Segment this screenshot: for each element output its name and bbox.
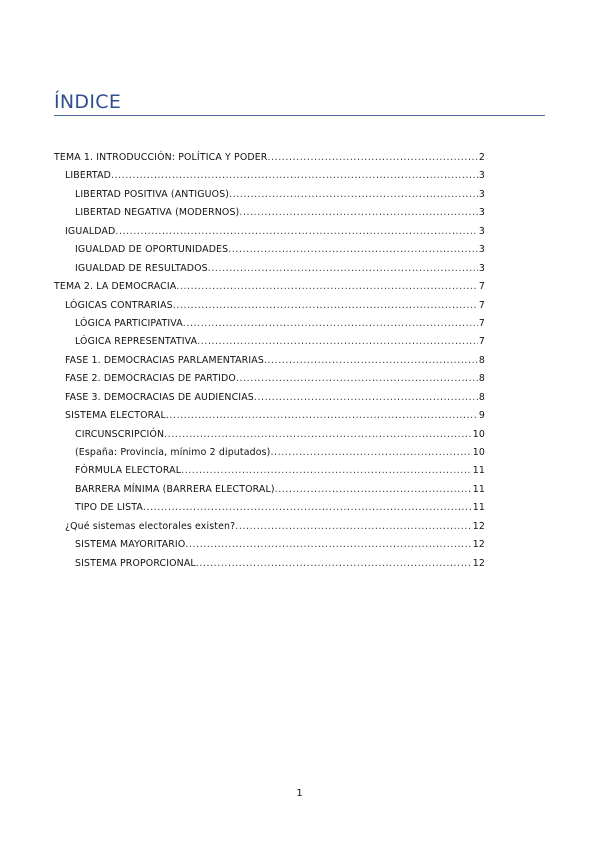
toc-leader-dots xyxy=(176,281,478,292)
toc-entry-title[interactable]: TIPO DE LISTA xyxy=(75,502,143,514)
toc-entry[interactable] xyxy=(54,263,485,281)
toc-entry-title[interactable]: IGUALDAD DE RESULTADOS xyxy=(75,262,208,274)
toc-entry[interactable] xyxy=(54,152,485,170)
toc-entry-page[interactable]: 2 xyxy=(478,152,485,163)
toc-entry[interactable] xyxy=(54,465,485,483)
toc-entry-page[interactable]: 3 xyxy=(478,225,485,237)
toc-leader-dots xyxy=(229,189,478,200)
toc-entry-title[interactable]: FASE 1. DEMOCRACIAS PARLAMENTARIAS xyxy=(65,354,264,366)
toc-entry[interactable] xyxy=(54,244,485,262)
toc-entry-title[interactable]: LIBERTAD POSITIVA (ANTIGUOS) xyxy=(75,188,230,200)
toc-leader-dots xyxy=(143,502,472,513)
toc-entry-title[interactable]: TEMA 2. LA DEMOCRACIA xyxy=(54,281,177,293)
toc-leader-dots xyxy=(197,336,478,347)
toc-entry-page[interactable]: 7 xyxy=(478,299,485,311)
toc-leader-dots xyxy=(166,410,478,421)
toc-entry-page[interactable]: 3 xyxy=(478,170,485,182)
toc-entry-title[interactable]: IGUALDAD xyxy=(65,225,116,237)
toc-leader-dots xyxy=(228,244,478,255)
toc-leader-dots xyxy=(267,152,477,163)
toc-entry-title[interactable]: FASE 3. DEMOCRACIAS DE AUDIENCIAS xyxy=(65,391,254,403)
toc-entry-page[interactable]: 9 xyxy=(478,410,485,422)
page-number: 1 xyxy=(296,788,303,799)
toc-entry[interactable] xyxy=(54,484,485,502)
toc-entry[interactable] xyxy=(54,447,485,465)
toc-leader-dots xyxy=(208,263,478,274)
table-of-contents xyxy=(54,152,485,576)
toc-leader-dots xyxy=(235,521,472,532)
page-title: ÍNDICE xyxy=(54,91,122,113)
toc-entry-page[interactable]: 3 xyxy=(478,188,485,200)
toc-entry-title[interactable]: LIBERTAD NEGATIVA (MODERNOS) xyxy=(75,207,240,219)
toc-entry-title[interactable]: CIRCUNSCRIPCIÓN xyxy=(75,428,165,440)
toc-entry-title[interactable]: FÓRMULA ELECTORAL xyxy=(75,465,182,477)
toc-entry[interactable] xyxy=(54,558,485,576)
toc-leader-dots xyxy=(115,226,477,237)
toc-entry-title[interactable]: IGUALDAD DE OPORTUNIDADES xyxy=(75,244,229,256)
toc-entry[interactable] xyxy=(54,410,485,428)
toc-entry-page[interactable]: 10 xyxy=(472,447,485,458)
toc-entry[interactable] xyxy=(54,170,485,188)
toc-entry-page[interactable]: 11 xyxy=(472,465,485,477)
toc-entry-page[interactable]: 3 xyxy=(478,262,485,274)
toc-entry-title[interactable]: SISTEMA ELECTORAL xyxy=(65,410,166,422)
toc-leader-dots xyxy=(275,484,472,495)
toc-leader-dots xyxy=(236,373,478,384)
toc-entry-title[interactable]: SISTEMA MAYORITARIO xyxy=(75,539,186,551)
toc-leader-dots xyxy=(183,318,478,329)
toc-leader-dots xyxy=(239,207,478,218)
toc-entry-page[interactable]: 12 xyxy=(472,557,485,569)
toc-entry-title[interactable]: LÓGICA REPRESENTATIVA xyxy=(75,336,198,348)
toc-entry-page[interactable]: 8 xyxy=(478,373,485,385)
toc-entry-title[interactable]: LÓGICAS CONTRARIAS xyxy=(65,299,173,311)
toc-entry[interactable] xyxy=(54,318,485,336)
toc-entry[interactable] xyxy=(54,226,485,244)
toc-entry[interactable] xyxy=(54,336,485,354)
toc-leader-dots xyxy=(185,539,471,550)
toc-entry-title[interactable]: FASE 2. DEMOCRACIAS DE PARTIDO xyxy=(65,373,236,385)
toc-entry[interactable] xyxy=(54,189,485,207)
toc-entry[interactable] xyxy=(54,355,485,373)
toc-entry-title[interactable]: (España: Provincia, mínimo 2 diputados) xyxy=(75,447,271,458)
toc-entry-title[interactable]: BARRERA MÍNIMA (BARRERA ELECTORAL) xyxy=(75,483,275,495)
toc-entry[interactable] xyxy=(54,502,485,520)
toc-entry[interactable] xyxy=(54,392,485,410)
toc-entry-page[interactable]: 12 xyxy=(472,539,485,551)
toc-entry-page[interactable]: 8 xyxy=(478,354,485,366)
toc-entry[interactable] xyxy=(54,373,485,391)
toc-entry-title[interactable]: ¿Qué sistemas electorales existen? xyxy=(65,520,236,532)
title-underline xyxy=(54,115,545,116)
toc-entry[interactable] xyxy=(54,539,485,557)
toc-entry-page[interactable]: 12 xyxy=(472,520,485,532)
toc-entry-page[interactable]: 11 xyxy=(472,483,485,495)
toc-entry[interactable] xyxy=(54,300,485,318)
toc-entry[interactable] xyxy=(54,429,485,447)
toc-leader-dots xyxy=(196,558,472,569)
toc-entry-title[interactable]: LÓGICA PARTICIPATIVA xyxy=(75,317,183,329)
toc-entry[interactable] xyxy=(54,521,485,539)
toc-entry[interactable] xyxy=(54,281,485,299)
toc-entry-page[interactable]: 3 xyxy=(478,244,485,256)
toc-leader-dots xyxy=(264,355,478,366)
toc-entry-page[interactable]: 7 xyxy=(478,336,485,348)
toc-entry-title[interactable]: SISTEMA PROPORCIONAL xyxy=(75,557,196,569)
toc-leader-dots xyxy=(181,465,472,476)
toc-leader-dots xyxy=(164,429,472,440)
toc-entry-page[interactable]: 10 xyxy=(472,428,485,440)
toc-entry-title[interactable]: LIBERTAD xyxy=(65,170,112,182)
toc-leader-dots xyxy=(173,300,478,311)
toc-entry-page[interactable]: 8 xyxy=(478,391,485,403)
toc-entry[interactable] xyxy=(54,207,485,225)
toc-entry-page[interactable]: 11 xyxy=(472,502,485,514)
toc-entry-page[interactable]: 7 xyxy=(478,317,485,329)
toc-entry-title[interactable]: TEMA 1. INTRODUCCIÓN: POLÍTICA Y PODER xyxy=(54,152,268,163)
toc-entry-page[interactable]: 3 xyxy=(478,207,485,219)
toc-leader-dots xyxy=(111,170,478,181)
toc-entry-page[interactable]: 7 xyxy=(478,281,485,293)
toc-leader-dots xyxy=(270,447,471,458)
toc-leader-dots xyxy=(254,392,478,403)
